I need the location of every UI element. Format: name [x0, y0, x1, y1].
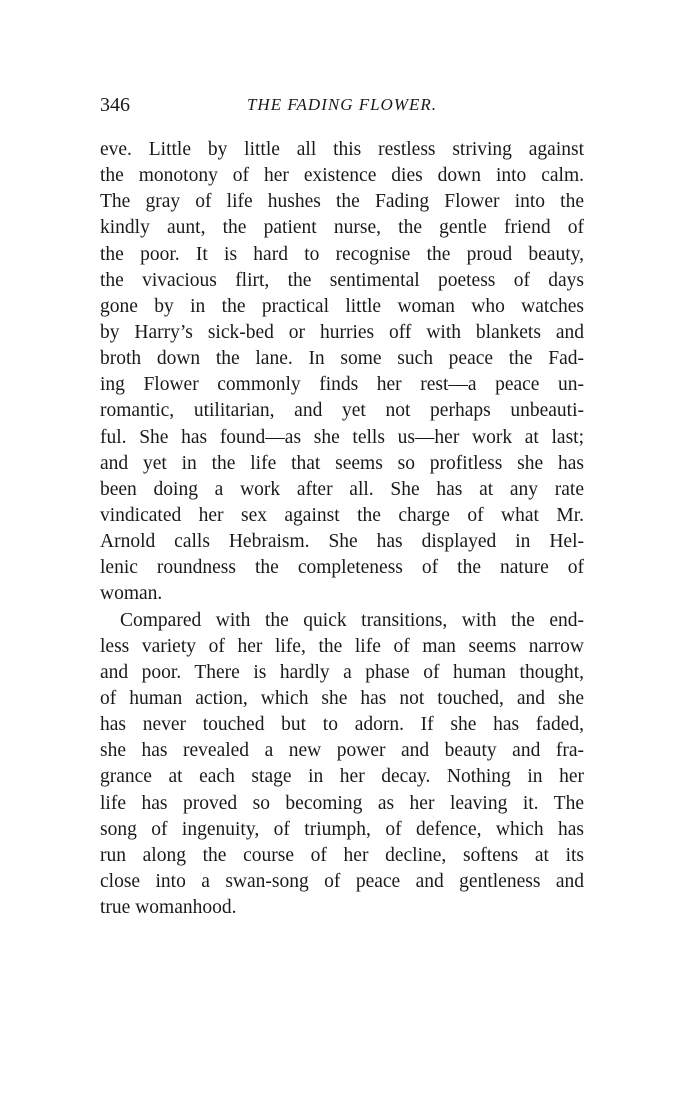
- page-header: [100, 92, 584, 118]
- text-line: broth down the lane. In some such peace the Fad-: [100, 348, 584, 370]
- text-line: she has revealed a new power and beauty and fra-: [100, 740, 584, 762]
- text-line: eve. Little by little all this restless striving against: [100, 139, 584, 160]
- paragraph-2: [100, 608, 584, 922]
- text-line: the poor. It is hard to recognise the proud beauty,: [100, 243, 584, 265]
- text-line: and poor. There is hardly a phase of human thought,: [100, 661, 584, 683]
- text-line: ing Flower commonly finds her rest—a peace un-: [100, 374, 584, 396]
- text-line: kindly aunt, the patient nurse, the gentle friend of: [100, 217, 584, 239]
- text-line: has never touched but to adorn. If she has faded,: [100, 714, 584, 736]
- paragraph-1: [100, 137, 584, 608]
- text-line: lenic roundness the completeness of the nature of: [100, 557, 584, 579]
- text-line: The gray of life hushes the Fading Flower into the: [100, 191, 584, 213]
- text-line: woman.: [100, 583, 163, 605]
- text-line: of human action, which she has not touched, and she: [100, 687, 584, 709]
- text-line: grance at each stage in her decay. Nothing in her: [100, 766, 584, 788]
- text-line: and yet in the life that seems so profitless she has: [100, 452, 584, 474]
- text-line: Compared with the quick transitions, with the end-: [120, 609, 584, 631]
- text-line: the monotony of her existence dies down into calm.: [100, 165, 584, 187]
- text-line: the vivacious flirt, the sentimental poetess of days: [100, 269, 584, 291]
- body-text: [100, 137, 584, 921]
- text-line: vindicated her sex against the charge of what Mr.: [100, 504, 584, 526]
- text-line: by Harry’s sick-bed or hurries off with blankets and: [100, 321, 584, 343]
- running-title: THE FADING FLOWER.: [246, 95, 438, 114]
- text-line: romantic, utilitarian, and yet not perhaps unbeauti-: [100, 400, 584, 422]
- text-line: life has proved so becoming as her leaving it. The: [100, 792, 584, 814]
- page-number: 346: [100, 94, 130, 116]
- text-line: true womanhood.: [100, 897, 237, 919]
- text-line: run along the course of her decline, softens at its: [100, 844, 584, 866]
- text-line: Arnold calls Hebraism. She has displayed in Hel-: [100, 531, 584, 553]
- text-line: gone by in the practical little woman who watches: [100, 295, 584, 317]
- text-line: been doing a work after all. She has at any rate: [100, 478, 584, 500]
- text-line: close into a swan-song of peace and gentleness and: [100, 870, 584, 892]
- text-line: ful. She has found—as she tells us—her work at last;: [100, 426, 584, 448]
- text-line: less variety of her life, the life of man seems narrow: [100, 635, 584, 657]
- text-line: song of ingenuity, of triumph, of defence, which has: [100, 818, 584, 840]
